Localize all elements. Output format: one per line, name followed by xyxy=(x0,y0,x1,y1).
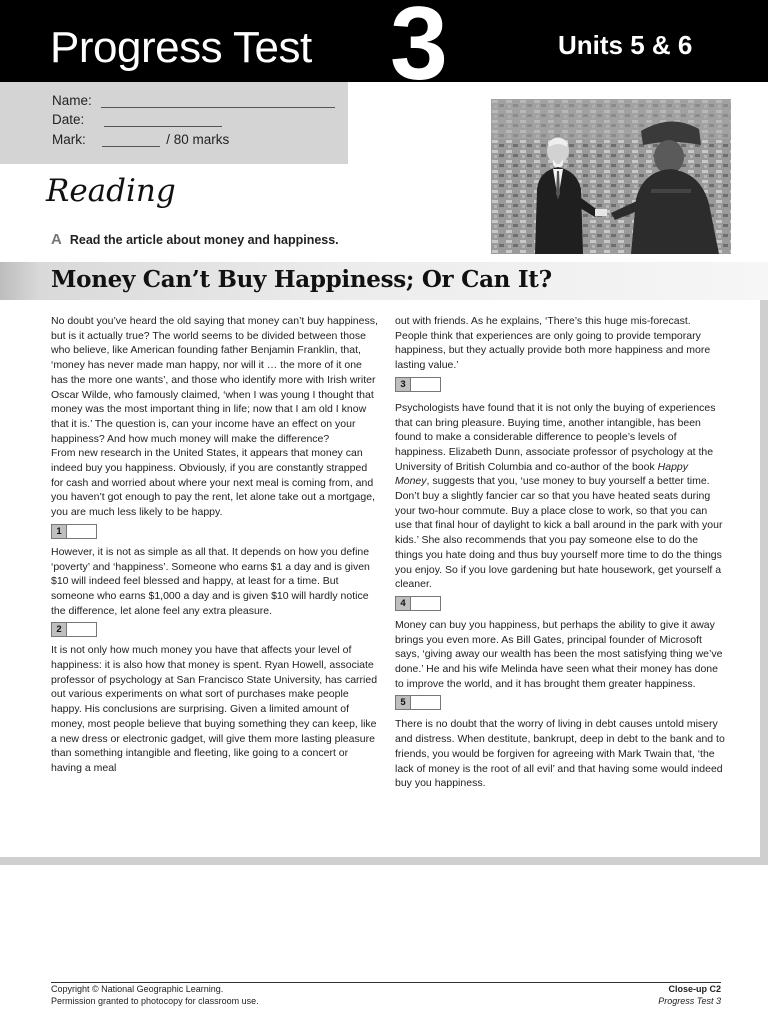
answer-box-blank[interactable] xyxy=(410,378,440,391)
units-label: Units 5 & 6 xyxy=(558,30,693,60)
permission-text: Permission granted to photocopy for classroom use. xyxy=(51,995,259,1006)
paragraph: There is no doubt that the worry of living in debt causes untold misery and distress. When destitute, bankrupt, deep in debt to the bank and to friends, you would be forgiven for agreeing with Mark Twain that, ‘the lack of money is the root of all evil’ and that having some would indeed buy you happiness. xyxy=(395,718,725,790)
paragraph: It is not only how much money you have that affects your level of happiness: it is also how that money is spent. Ryan Howell, associate professor of psychology at San Francisco State University, has carried out various experiments on what sort of purchases make people happy. His conclusions are surprising. Given a limited amount of money, most people believe that buying something they can keep, like a new dress or electronic gadget, will give them more lasting pleasure than something intangible and fleeting, like going to a concert or having a meal xyxy=(51,644,378,774)
footer-right xyxy=(658,984,721,1007)
footer-left xyxy=(51,984,259,1007)
date-label: Date: xyxy=(52,112,85,127)
paragraph: Money can buy you happiness, but perhaps the ability to give it away brings you even more. As Bill Gates, principal founder of Microsoft says, ‘giving away our wealth has been the most satisfying thing we’ve done.’ He and his wife Melinda have seen what their money has done to improve the world, and it has brought them greater happiness. xyxy=(395,618,723,690)
answer-box-1[interactable] xyxy=(51,524,97,539)
name-label: Name: xyxy=(52,93,92,108)
mark-field[interactable] xyxy=(102,134,160,147)
mark-total: / 80 marks xyxy=(166,132,230,147)
test-name: Progress Test 3 xyxy=(658,995,721,1006)
paragraph: However, it is not as simple as all that. It depends on how you define ‘poverty’ and ‘happiness’. Someone who earns $1 a day and is given $10 will indeed feel blessed and happy, at least for a time. But someone who earns $1,000 a day and is given $10 will hardly notice the difference, let alone feel any extra pleasure. xyxy=(51,545,370,617)
paragraph: out with friends. As he explains, ‘There’s this huge mis-forecast. People think that experiences are only going to provide temporary happiness, but they actually provide both more happiness and more lasting value.’ xyxy=(395,315,711,372)
student-info-box xyxy=(0,82,348,164)
answer-box-blank[interactable] xyxy=(66,525,96,538)
answer-box-number: 5 xyxy=(396,696,410,709)
page-title: Progress Test xyxy=(50,23,312,72)
photo-illustration xyxy=(491,99,731,254)
date-row xyxy=(52,113,222,127)
task-letter: A xyxy=(51,231,62,248)
article-photo xyxy=(491,99,731,254)
answer-box-3[interactable] xyxy=(395,377,441,392)
task-text: Read the article about money and happiness. xyxy=(69,233,339,247)
name-row xyxy=(52,94,335,108)
paragraph: From new research in the United States, it appears that money can indeed buy you happiness. Obviously, if you are constantly strapped for cash and worried about where your next meal is coming from, and you haven’t got enough to pay the rent, let alone take out a mortgage, you are much less likely to be happy. xyxy=(51,447,375,519)
paragraph: No doubt you’ve heard the old saying that money can’t buy happiness, but is it actually true? The world seems to be divided between those who believe, like American founding father Benjamin Franklin, that, ‘money has never made man happy, nor will it … the more of it one has the more one wants’, and those who identify more with Irish writer Oscar Wilde, who famously claimed, ‘when I was young I thought that money was the most important thing in life; now that I am old I know that it is.’ The question is, can your income have an effect on your happiness? And how much money will make the difference? xyxy=(51,315,378,445)
paragraph xyxy=(395,401,725,592)
paragraph-text: , suggests that you, ‘use money to buy yourself a better time. Don’t buy a slightly fancier car so that you have heated seats during your two-hour commute. Buy a place close to work, so that you can use that final hour of daylight to kick a ball around in the park with your kids.’ She also recommends that you pay someone else to do the things you hate doing and thus buy yourself more time to do the things you enjoy. So if you love gardening but hate housework, get yourself a cleaner. xyxy=(395,475,723,591)
answer-box-2[interactable] xyxy=(51,622,97,637)
paragraph-text: Psychologists have found that it is not only the buying of experiences that can bring pleasure. Buying time, another intangible, has been found to make a considerable difference to people’s levels of happiness. Elizabeth Dunn, associate professor of psychology at the University of British Columbia and co-author of the book xyxy=(395,401,716,473)
section-title: Reading xyxy=(46,173,176,209)
course-name: Close-up C2 xyxy=(668,984,721,994)
footer-divider xyxy=(51,982,721,983)
answer-box-blank[interactable] xyxy=(410,696,440,709)
article-column-right xyxy=(395,314,725,791)
answer-box-number: 4 xyxy=(396,597,410,610)
answer-box-blank[interactable] xyxy=(66,623,96,636)
answer-box-number: 1 xyxy=(52,525,66,538)
answer-box-blank[interactable] xyxy=(410,597,440,610)
mark-row xyxy=(52,133,229,147)
article-title: Money Can’t Buy Happiness; Or Can It? xyxy=(51,266,552,293)
answer-box-number: 2 xyxy=(52,623,66,636)
answer-box-5[interactable] xyxy=(395,695,441,710)
book-title: Happy Money xyxy=(395,460,688,488)
mark-label: Mark: xyxy=(52,132,86,147)
copyright-text: Copyright © National Geographic Learning. xyxy=(51,984,224,994)
task-instruction xyxy=(51,232,339,247)
date-field[interactable] xyxy=(104,114,222,127)
name-field[interactable] xyxy=(101,95,335,108)
answer-box-number: 3 xyxy=(396,378,410,391)
answer-box-4[interactable] xyxy=(395,596,441,611)
test-number: 3 xyxy=(390,0,448,102)
article-column-left xyxy=(51,314,381,776)
